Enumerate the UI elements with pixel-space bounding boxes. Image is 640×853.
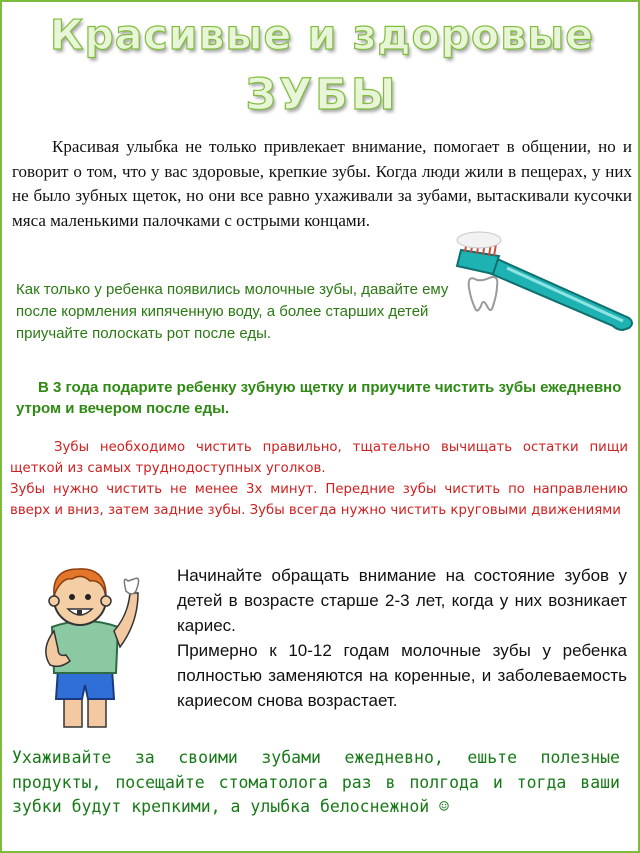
intro-paragraph: Красивая улыбка не только привлекает внимание, помогает в общении, но и говорит о том, что у вас здоровые, крепкие зубы. Когда люди жили в пещерах, у них не было зубных щеток, но они все равно ухаживали за зубами, вытаскивали кусочки мяса маленькими палочками с острыми концами. — [12, 137, 632, 230]
closing-paragraph: Ухаживайте за своими зубами ежедневно, ешьте полезные продукты, посещайте стоматолога раз в полгода и тогда ваши зубки будут крепкими, а улыбка белоснежной ☺ — [12, 748, 620, 816]
brushing-text-1: Зубы необходимо чистить правильно, тщательно вычищать остатки пищи щеткой из самых труднодоступных уголков. — [10, 440, 628, 476]
brushing-text-2: Зубы нужно чистить не менее 3х минут. Передние зубы чистить по направлению вверх и вниз, затем задние зубы. Зубы всегда нужно чистить круговыми движениями — [10, 482, 628, 518]
checkup-text-1: Начинайте обращать внимание на состояние зубов у детей в возрасте старше 2-3 лет, когда у них возникает кариес. — [177, 566, 627, 635]
age-three-paragraph: В 3 года подарите ребенку зубную щетку и приучите чистить зубы ежедневно утром и вечером после еды. — [16, 379, 622, 417]
milk-teeth-paragraph: Как только у ребенка появились молочные зубы, давайте ему после кормления кипяченную воду, а более старших детей приучайте полоскать рот после еды. — [16, 281, 449, 342]
checkup-paragraph — [177, 563, 627, 713]
page-title-subject: ЗУБЫ — [245, 70, 399, 120]
toothbrush-with-tooth-icon — [447, 228, 637, 338]
smiling-boy-holding-tooth-icon — [30, 557, 160, 737]
brushing-paragraph — [10, 437, 628, 521]
page-title: Красивые и здоровые — [49, 11, 595, 59]
checkup-text-2: Примерно к 10-12 годам молочные зубы у ребенка полностью заменяются на коренные, и заболеваемость кариесом снова возрастает. — [177, 641, 627, 710]
